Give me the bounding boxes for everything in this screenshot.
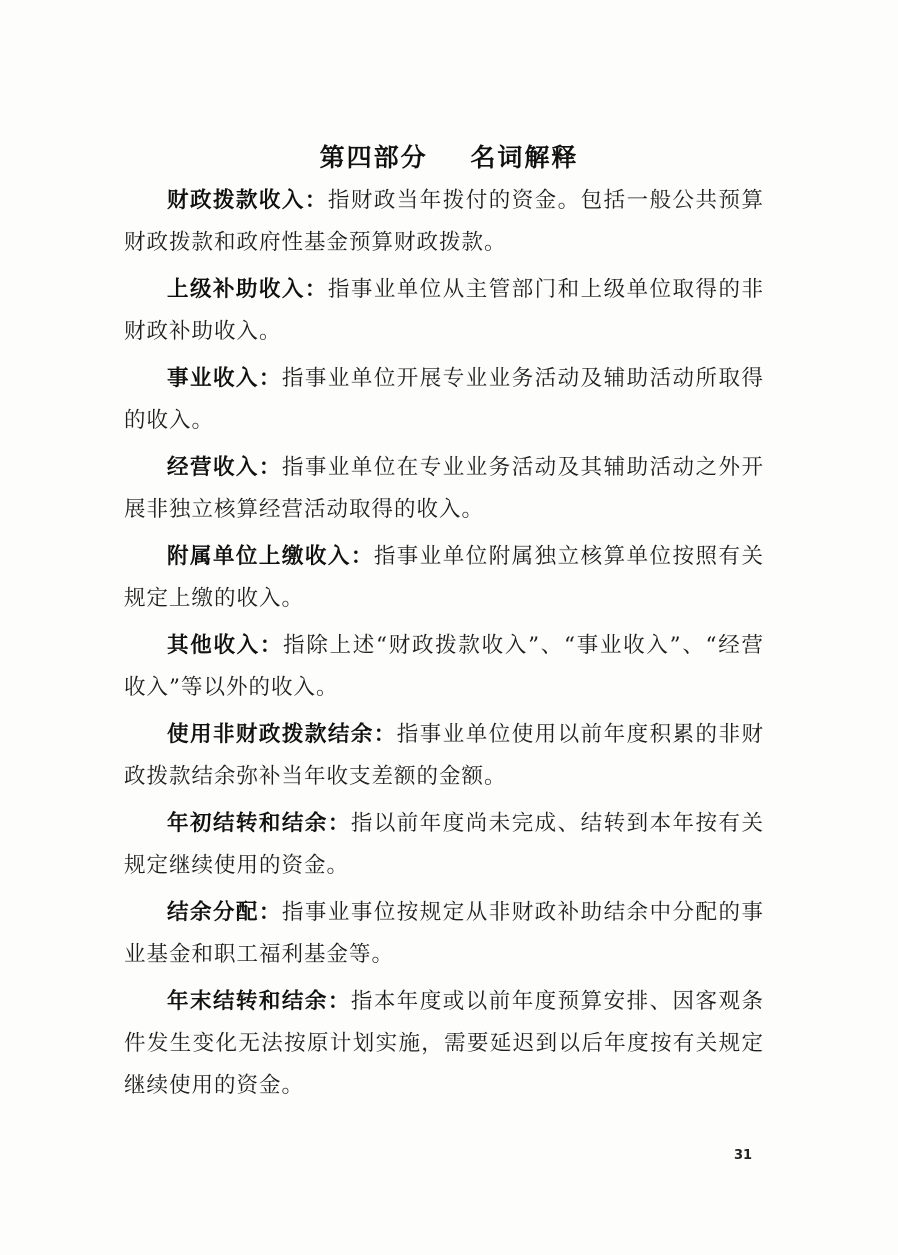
- glossary-term: 事业收入：: [167, 366, 282, 391]
- glossary-definition: 指事业单位在专业业务活动及其辅助活动之外开展非独立核算经营活动取得的收入。: [124, 455, 764, 522]
- glossary-definition: 指以前年度尚未完成、结转到本年按有关规定继续使用的资金。: [124, 811, 764, 878]
- glossary-term: 附属单位上缴收入：: [167, 544, 374, 569]
- glossary-definition: 指本年度或以前年度预算安排、因客观条件发生变化无法按原计划实施，需要延迟到以后年度按有关规定继续使用的资金。: [124, 989, 764, 1098]
- glossary-definition: 指财政当年拨付的资金。包括一般公共预算财政拨款和政府性基金预算财政拨款。: [124, 188, 764, 255]
- glossary-entry: [124, 892, 764, 976]
- glossary-list: [124, 180, 764, 1112]
- glossary-entry: [124, 803, 764, 887]
- glossary-term: 使用非财政拨款结余：: [167, 722, 397, 747]
- glossary-entry: [124, 358, 764, 442]
- glossary-entry: [124, 625, 764, 709]
- glossary-entry: [124, 447, 764, 531]
- glossary-term: 经营收入：: [167, 455, 282, 480]
- glossary-definition: 指事业单位开展专业业务活动及辅助活动所取得的收入。: [124, 366, 764, 433]
- glossary-definition: 指事业单位使用以前年度积累的非财政拨款结余弥补当年收支差额的金额。: [124, 722, 764, 789]
- glossary-entry: [124, 180, 764, 264]
- glossary-term: 结余分配：: [167, 900, 282, 925]
- glossary-term: 上级补助收入：: [167, 277, 328, 302]
- glossary-definition: 指事业单位从主管部门和上级单位取得的非财政补助收入。: [124, 277, 764, 344]
- glossary-term: 年初结转和结余：: [167, 811, 351, 836]
- glossary-term: 财政拨款收入：: [167, 188, 328, 213]
- glossary-entry: [124, 269, 764, 353]
- glossary-term: 年末结转和结余：: [167, 989, 351, 1014]
- glossary-entry: [124, 714, 764, 798]
- section-title: 第四部分 名词解释: [319, 143, 579, 172]
- glossary-term: 其他收入：: [167, 633, 284, 658]
- glossary-definition: 指事业事位按规定从非财政补助结余中分配的事业基金和职工福利基金等。: [124, 900, 764, 967]
- glossary-entry: [124, 981, 764, 1107]
- glossary-definition: 指事业单位附属独立核算单位按照有关规定上缴的收入。: [124, 544, 764, 611]
- glossary-entry: [124, 536, 764, 620]
- page-number: 31: [734, 1148, 753, 1163]
- glossary-definition: 指除上述“财政拨款收入”、“事业收入”、“经营收入”等以外的收入。: [124, 633, 764, 700]
